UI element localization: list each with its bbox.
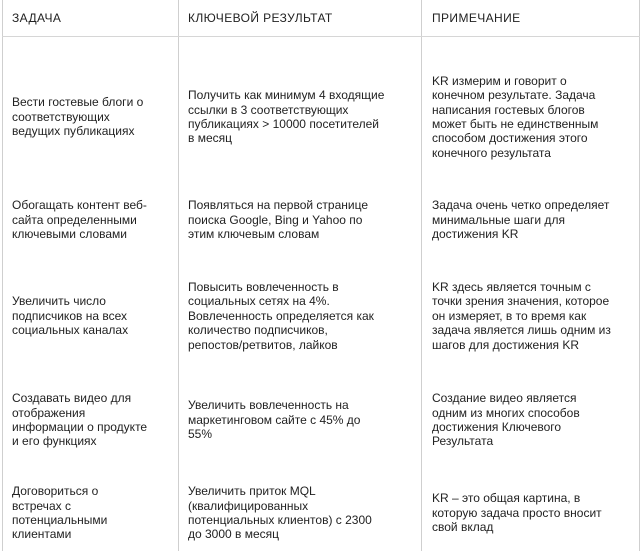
row4-note: Создание видео является одним из многих способов достижения Ключевого Результата — [432, 391, 580, 449]
header-divider — [2, 36, 640, 37]
row3-note: KR здесь является точным с точки зрения значения, которое он измеряет, в то время как задача является лишь одним из шагов для достижения KR — [432, 279, 611, 352]
row1-note: KR измерим и говорит о конечном результате. Задача написания гостевых блогов может быть не единственным способом достижения этого конечного результата — [432, 73, 599, 160]
header-task: ЗАДАЧА — [12, 10, 62, 25]
row4-result: Увеличить вовлеченность на маркетинговом сайте с 45% до 55% — [188, 398, 361, 442]
row1-result: Получить как минимум 4 входящие ссылки в 3 соответствующих публикациях > 10000 посетителей в месяц — [188, 88, 385, 146]
row2-task: Обогащать контент веб- сайта определенными ключевыми словами — [12, 198, 147, 242]
row5-task: Договориться о встречах с потенциальными клиентами — [12, 484, 108, 542]
row3-result: Повысить вовлеченность в социальных сетях на 4%. Вовлеченность определяется как количество подписчиков, репостов/ретвитов, лайков — [188, 279, 374, 352]
row5-note: KR – это общая картина, в которую задача просто вносит свой вклад — [432, 491, 602, 535]
row1-task: Вести гостевые блоги о соответствующих ведущих публикациях — [12, 95, 144, 139]
header-note: ПРИМЕЧАНИЕ — [432, 10, 521, 25]
column-divider — [178, 0, 179, 551]
column-divider — [421, 0, 422, 551]
row2-note: Задача очень четко определяет минимальные шаги для достижения KR — [432, 198, 610, 242]
row2-result: Появляться на первой странице поиска Google, Bing и Yahoo по этим ключевым словам — [188, 198, 368, 242]
row3-task: Увеличить число подписчиков на всех социальных каналах — [12, 294, 129, 338]
header-key-result: КЛЮЧЕВОЙ РЕЗУЛЬТАТ — [188, 10, 333, 25]
okr-table — [2, 0, 640, 551]
column-divider — [2, 0, 3, 551]
row4-task: Создавать видео для отображения информации о продукте и его функциях — [12, 391, 148, 449]
row5-result: Увеличить приток MQL (квалифицированных потенциальных клиентов) с 2300 до 3000 в месяц — [188, 484, 372, 542]
